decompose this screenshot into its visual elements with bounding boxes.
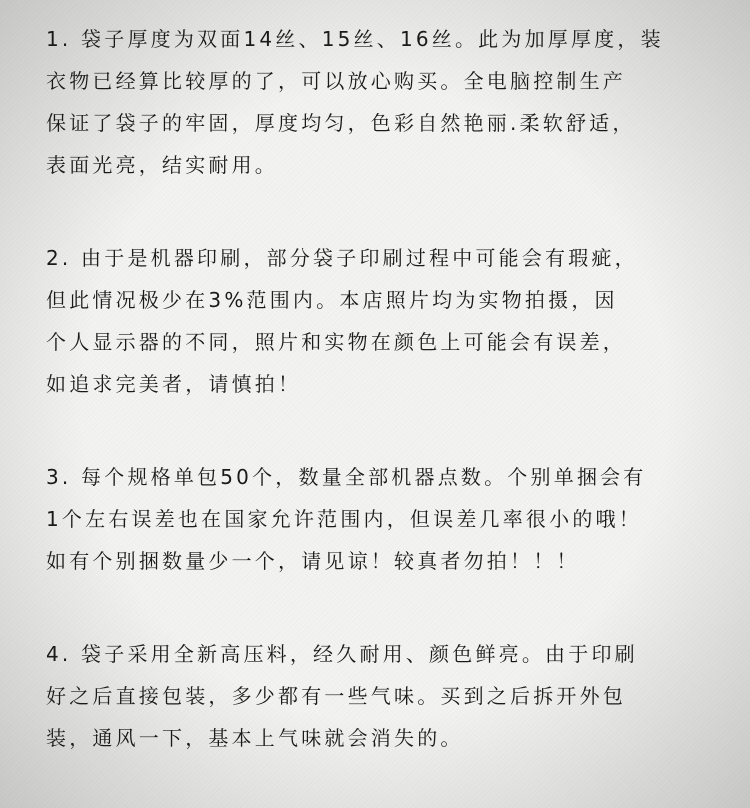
- note-line: 如追求完美者，请慎拍！: [46, 372, 302, 396]
- paragraph-spacer: [46, 186, 716, 237]
- note-line: 1个左右误差也在国家允许范围内，但误差几率很小的哦！: [46, 507, 642, 531]
- note-line: 4. 袋子采用全新高压料，经久耐用、颜色鲜亮。由于印刷: [46, 642, 638, 666]
- note-line: 好之后直接包装，多少都有一些气味。买到之后拆开外包: [46, 684, 626, 708]
- note-paragraph-4: [46, 633, 716, 759]
- note-line: 衣物已经算比较厚的了，可以放心购买。全电脑控制生产: [46, 69, 626, 93]
- note-line: 3. 每个规格单包50个，数量全部机器点数。个别单捆会有: [46, 465, 647, 489]
- note-line: 但此情况极少在3%范围内。本店照片均为实物拍摄，因: [46, 288, 618, 312]
- note-line: 个人显示器的不同，照片和实物在颜色上可能会有误差，: [46, 330, 626, 354]
- note-line: 2. 由于是机器印刷，部分袋子印刷过程中可能会有瑕疵，: [46, 246, 638, 270]
- note-line: 如有个别捆数量少一个，请见谅！较真者勿拍！！！: [46, 549, 580, 573]
- paragraph-spacer: [46, 405, 716, 456]
- note-paragraph-3: [46, 456, 716, 582]
- note-paragraph-1: [46, 18, 716, 186]
- note-line: 1. 袋子厚度为双面14丝、15丝、16丝。此为加厚厚度，装: [46, 27, 664, 51]
- note-paragraph-2: [46, 237, 716, 405]
- note-line: 装，通风一下，基本上气味就会消失的。: [46, 726, 464, 750]
- product-notes: [46, 18, 716, 759]
- note-line: 表面光亮，结实耐用。: [46, 153, 278, 177]
- note-line: 保证了袋子的牢固，厚度均匀，色彩自然艳丽.柔软舒适，: [46, 111, 636, 135]
- paragraph-spacer: [46, 582, 716, 633]
